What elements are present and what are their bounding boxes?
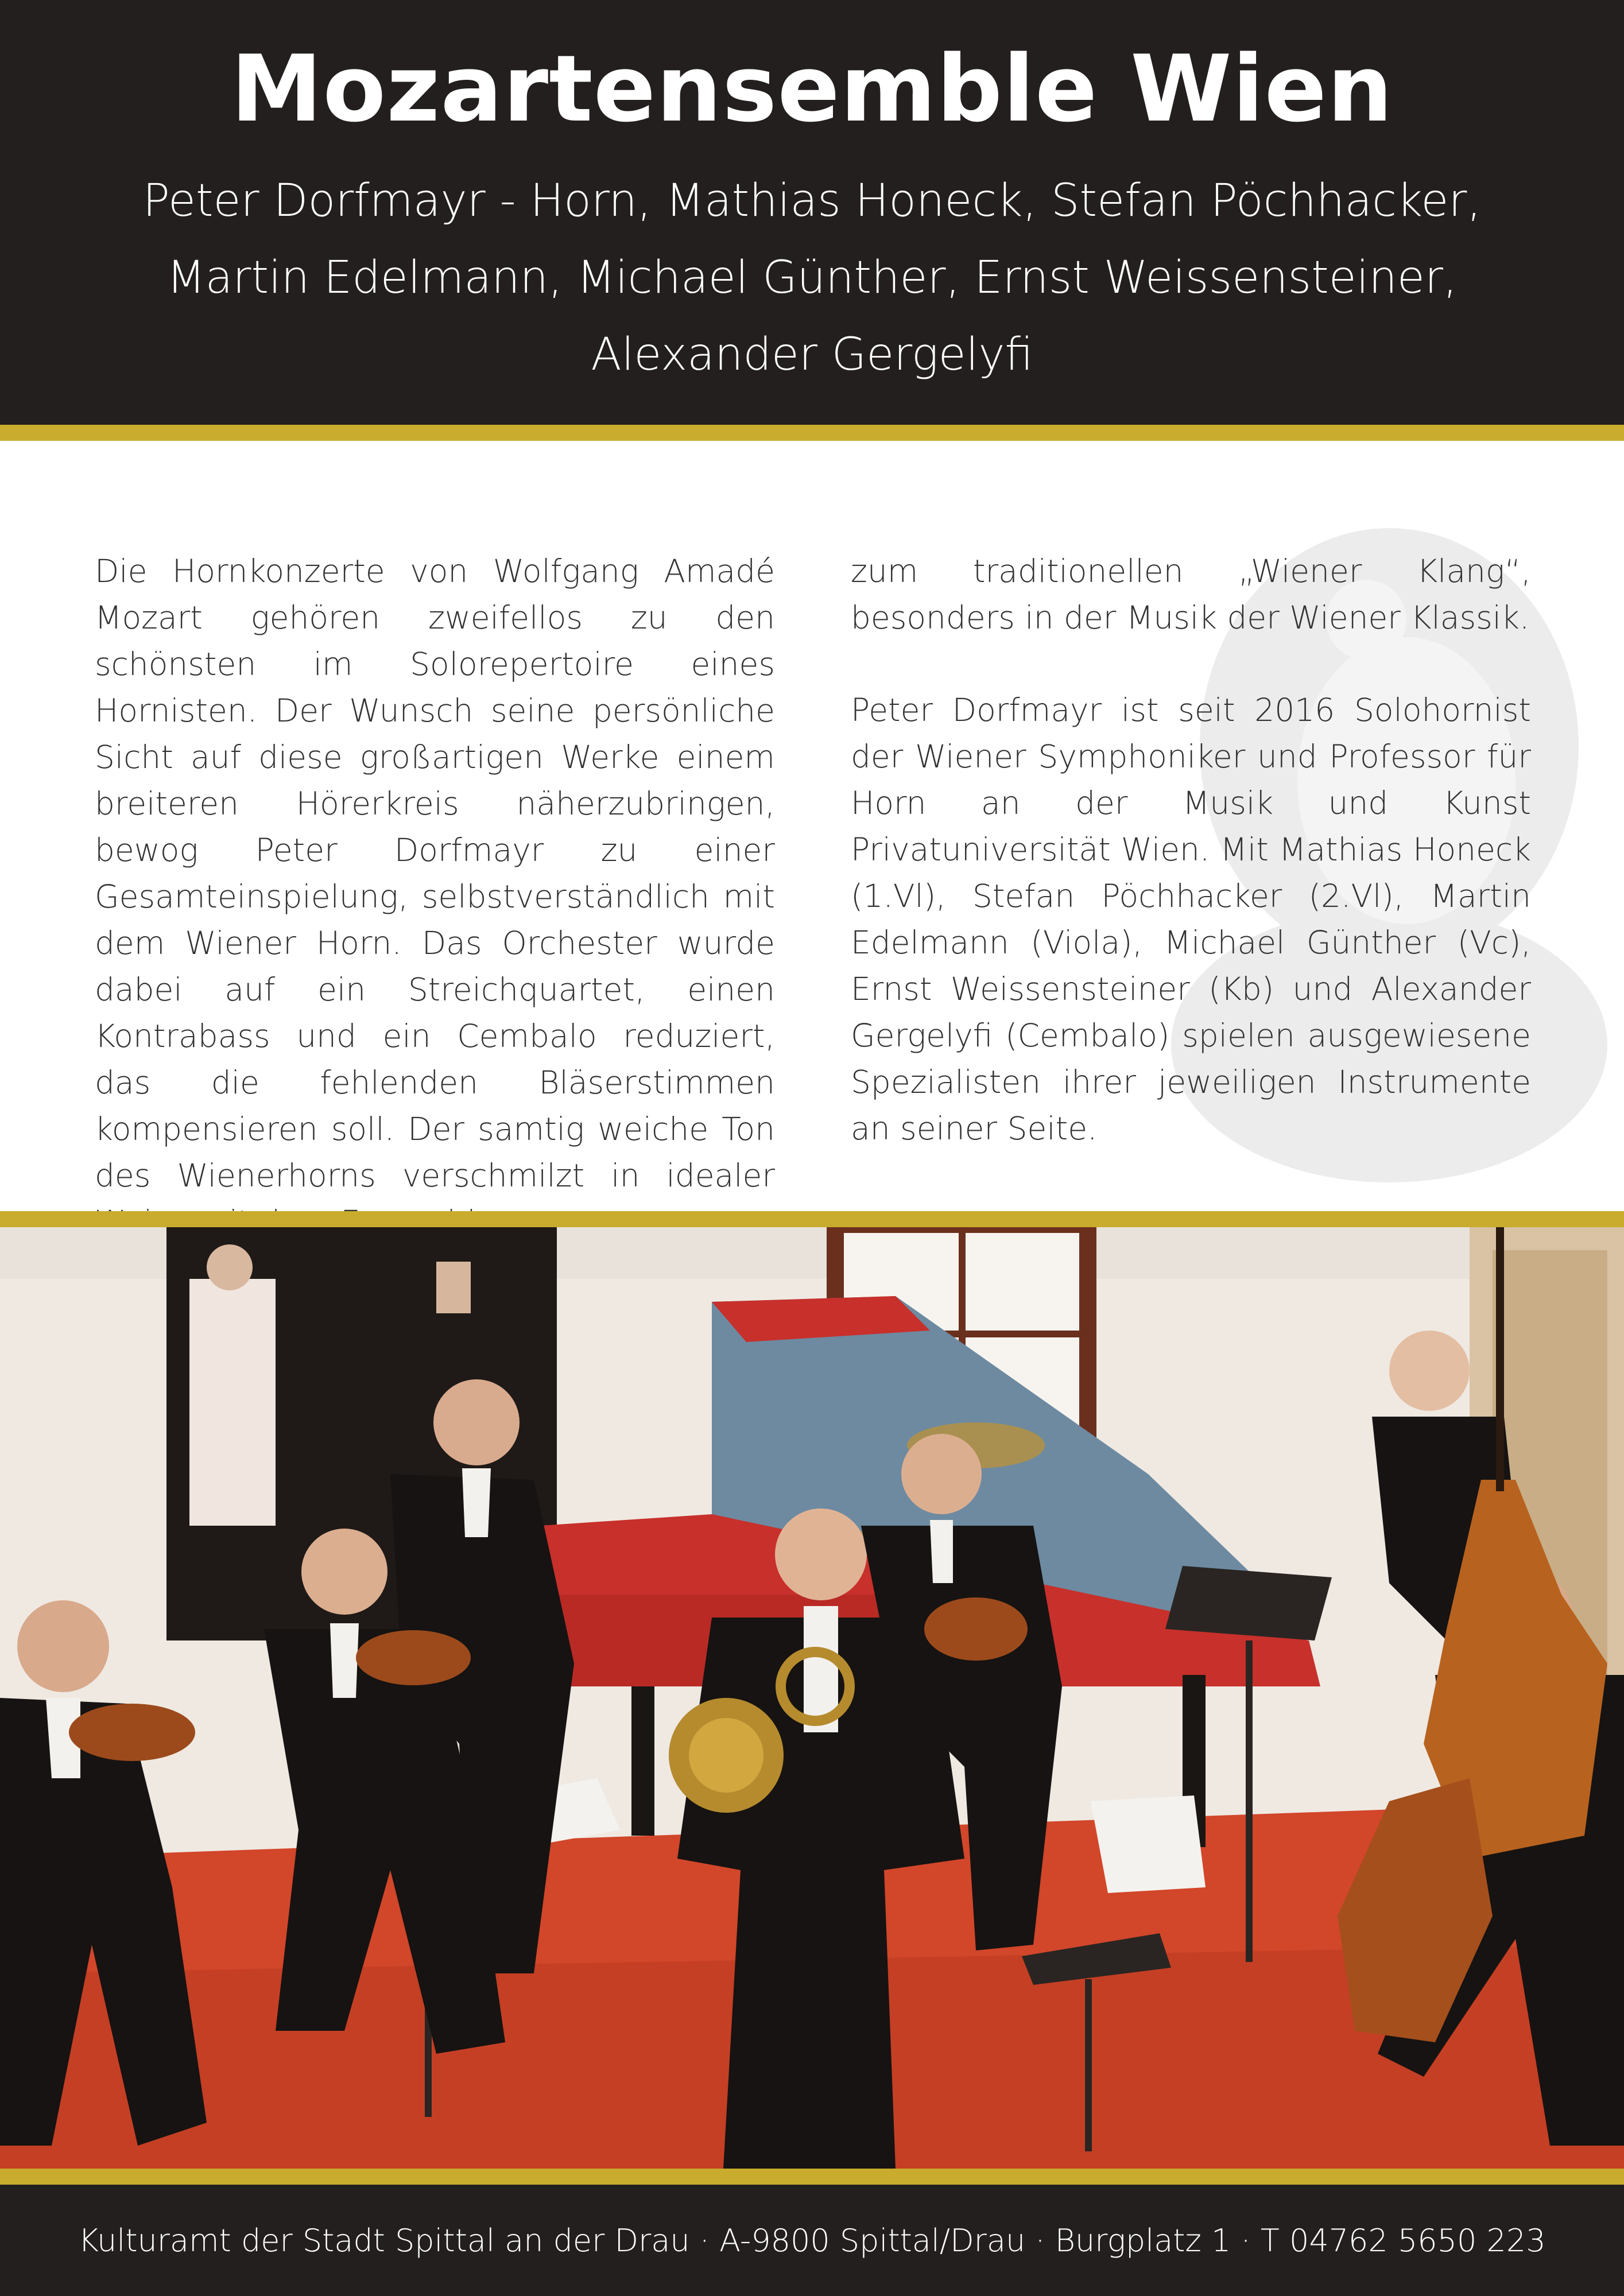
intro-text-column — [95, 548, 775, 1246]
bio-text-column — [851, 548, 1531, 1152]
intro-paragraph: Die Hornkonzerte von Wolfgang Amadé Mozart gehören zweifellos zu den schönsten im Solorepertoire eines Hornisten. Der Wunsch seine persönliche Sicht auf diese großartigen Werke einem breiteren Hörerkreis näherzubringen, bewog Peter Dorfmayr zu einer Gesamteinspielung, selbstverständlich mit dem Wiener Horn. Das Orchester wurde dabei auf ein Streichquartet, einen Kontrabass und ein Cembalo reduziert, das die fehlenden Bläserstimmen kompensieren soll. Der samtig weiche Ton des Wienerhorns verschmilzt in idealer — [95, 553, 775, 1194]
performer-line-1: Peter Dorfmayr - Horn, Mathias Honeck, Stefan Pöchhacker, — [142, 175, 1482, 227]
continuation-paragraph: zum traditionellen „Wiener Klang“, besonders in der Musik der Wiener Klassik. — [851, 553, 1531, 636]
footer-band — [0, 2185, 1624, 2296]
performer-list — [0, 162, 1624, 393]
ensemble-photo — [0, 1227, 1624, 2169]
performer-line-3: Alexander Gergelyfi — [591, 329, 1033, 381]
bio-paragraph: Peter Dorfmayr ist seit 2016 Solohornist der Wiener Symphoniker und Professor für Horn an der Musik und Kunst Privatuniversität Wien. Mit Mathias Honeck (1.Vl), Stefan Pöchhacker (2.Vl), Martin Edelmann (Viola), Michael Günther (Vc), Ernst Weissensteiner (Kb) und Alexander Gergelyfi (Cembalo) spielen ausgewiesene Spezialisten ihrer jeweiligen Instrumente an seiner Seite. — [851, 692, 1531, 1147]
footer-contact: Kulturamt der Stadt Spittal an der Drau · A-9800 Spittal/Drau · Burgplatz 1 · T 04762 5650 223 — [78, 2223, 1546, 2259]
header-band — [0, 0, 1624, 425]
performer-line-2: Martin Edelmann, Michael Günther, Ernst Weissensteiner, — [166, 252, 1458, 304]
page-title: Mozartensemble Wien — [231, 35, 1393, 142]
gold-divider-top — [0, 425, 1624, 441]
gold-divider-middle — [0, 1211, 1624, 1227]
gold-divider-bottom — [0, 2169, 1624, 2185]
